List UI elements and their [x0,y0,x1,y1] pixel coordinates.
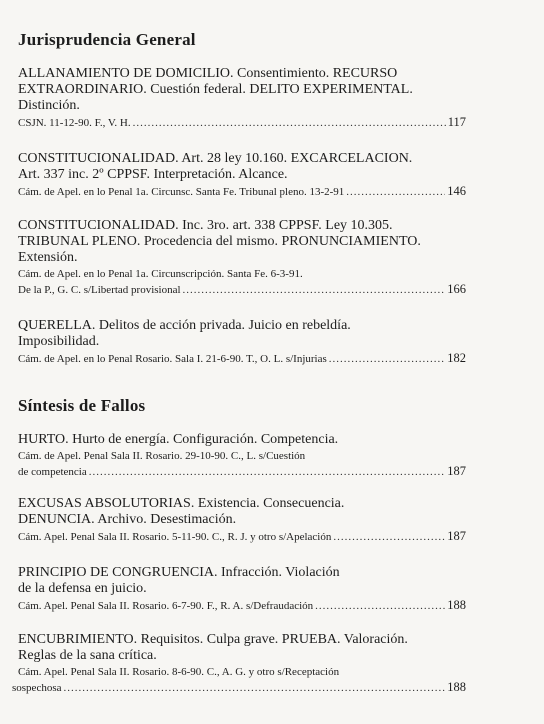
entry-title-line: TRIBUNAL PLENO. Procedencia del mismo. PRONUNCIAMIENTO. [18,234,421,249]
page-number: 166 [447,282,466,296]
index-entry [18,565,466,614]
entry-title-line: PRINCIPIO DE CONGRUENCIA. Infracción. Violación [18,565,340,580]
entry-title [18,151,466,183]
entry-citation [18,449,466,480]
dot-leader [183,283,446,298]
dot-leader [346,185,445,200]
citation-text: Cám. Apel. Penal Sala II. Rosario. 8-6-90. C., A. G. y otro s/Receptación [18,666,340,678]
citation-text: Cám. de Apel. en lo Penal Rosario. Sala I. 21-6-90. T., O. L. s/Injurias [18,353,327,365]
entry-title-line: Distinción. [18,98,80,113]
section-heading-jurisprudencia: Jurisprudencia General [18,30,196,49]
citation-text: Cám. Apel. Penal Sala II. Rosario. 5-11-90. C., R. J. y otro s/Apelación [18,531,332,543]
index-entry [18,218,466,298]
entry-citation [12,665,466,696]
dot-leader [333,530,445,545]
entry-title-line: Art. 337 inc. 2º CPPSF. Interpretación. Alcance. [18,167,288,182]
dot-leader [133,116,446,131]
entry-title [18,218,466,266]
index-entry [18,318,466,367]
dot-leader [315,599,445,614]
citation-text: sospechosa [12,682,62,694]
entry-citation [18,351,466,367]
citation-text: de competencia [18,466,87,478]
entry-title-line: EXTRAORDINARIO. Cuestión federal. DELITO EXPERIMENTAL. [18,82,413,97]
citation-text: Cám. de Apel. en lo Penal 1a. Circunsc. Santa Fe. Tribunal pleno. 13-2-91 [18,186,345,198]
page-number: 146 [447,184,466,198]
entry-title-line: ENCUBRIMIENTO. Requisitos. Culpa grave. PRUEBA. Valoración. [18,632,408,647]
citation-text: Cám. de Apel. en lo Penal 1a. Circunscripción. Santa Fe. 6-3-91. [18,268,303,280]
dot-leader [329,352,445,367]
dot-leader [89,465,446,480]
entry-title-line: CONSTITUCIONALIDAD. Inc. 3ro. art. 338 CPPSF. Ley 10.305. [18,218,393,233]
dot-leader [64,681,446,696]
index-entry [18,432,466,480]
citation-text: Cám. de Apel. Penal Sala II. Rosario. 29-10-90. C., L. s/Cuestión [18,450,306,462]
entry-title [18,318,466,350]
citation-text: Cám. Apel. Penal Sala II. Rosario. 6-7-90. F., R. A. s/Defraudación [18,600,314,612]
page-number: 188 [447,598,466,612]
entry-title [18,432,466,448]
entry-title-line: HURTO. Hurto de energía. Configuración. Competencia. [18,432,339,447]
page-number: 182 [447,351,466,365]
index-entry [18,151,466,200]
entry-title [18,496,466,528]
page-number: 188 [447,680,466,694]
citation-text: De la P., G. C. s/Libertad provisional [18,284,181,296]
index-entry [18,66,466,131]
entry-title-line: Imposibilidad. [18,334,100,349]
entry-title-line: de la defensa en juicio. [18,581,147,596]
entry-citation [18,115,466,131]
index-entry [18,496,466,545]
entry-title-line: EXCUSAS ABSOLUTORIAS. Existencia. Consecuencia. [18,496,345,511]
citation-text: CSJN. 11-12-90. F., V. H. [18,117,131,129]
entry-citation [18,184,466,200]
section-heading-sintesis: Síntesis de Fallos [18,396,146,415]
index-entry [12,632,466,696]
entry-title-line: Reglas de la sana crítica. [18,648,157,663]
page-number: 117 [447,115,466,129]
entry-citation [18,529,466,545]
entry-citation [18,267,466,298]
entry-title-line: ALLANAMIENTO DE DOMICILIO. Consentimiento. RECURSO [18,66,398,81]
page-number: 187 [447,464,466,478]
entry-citation [18,598,466,614]
page-number: 187 [447,529,466,543]
entry-title-line: Extensión. [18,250,78,265]
entry-title-line: QUERELLA. Delitos de acción privada. Juicio en rebeldía. [18,318,351,333]
entry-title-line: DENUNCIA. Archivo. Desestimación. [18,512,237,527]
entry-title [18,565,466,597]
entry-title [18,66,466,114]
entry-title [18,632,466,664]
entry-title-line: CONSTITUCIONALIDAD. Art. 28 ley 10.160. EXCARCELACION. [18,151,413,166]
